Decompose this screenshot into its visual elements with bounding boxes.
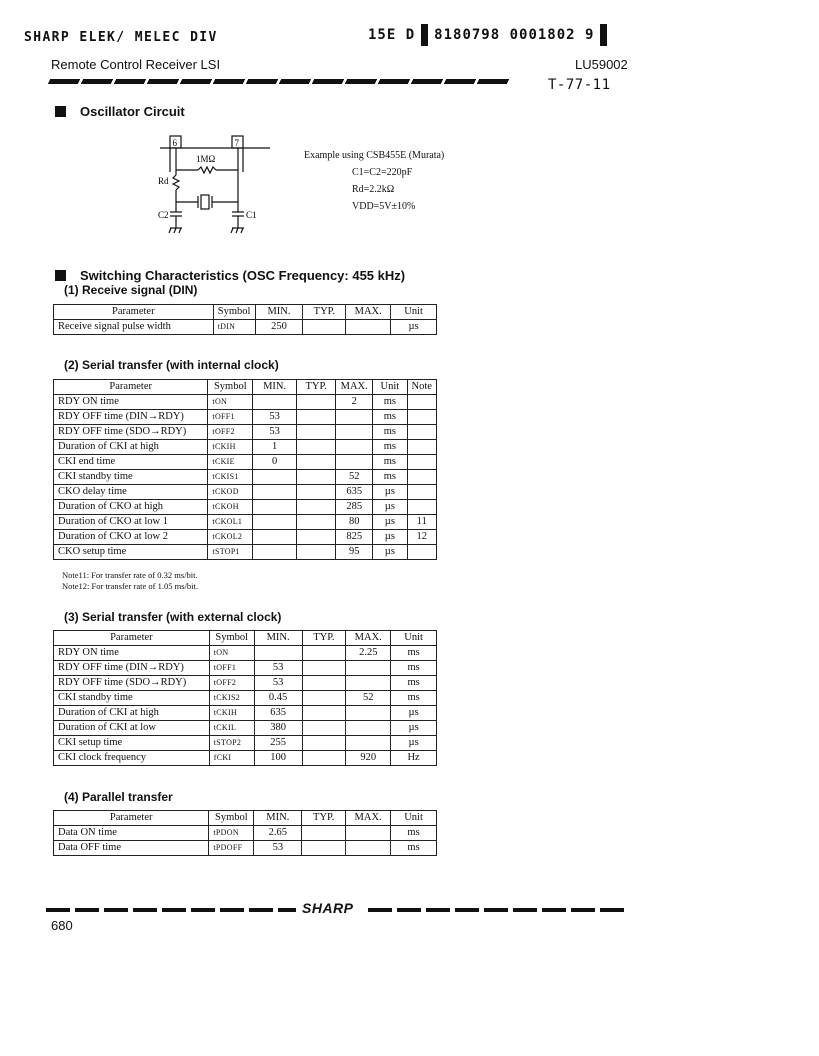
c1-label: C1: [246, 210, 257, 220]
column-header: MIN.: [253, 380, 297, 395]
symbol-cell: tPDOFF: [209, 841, 254, 856]
column-header: Symbol: [213, 305, 255, 320]
value-cell: µs: [373, 530, 407, 545]
column-header: Symbol: [209, 811, 254, 826]
value-cell: [297, 395, 336, 410]
value-cell: [297, 470, 336, 485]
value-cell: µs: [373, 515, 407, 530]
value-cell: 635: [336, 485, 373, 500]
part-number: LU59002: [575, 57, 628, 72]
value-cell: [302, 646, 346, 661]
table-serial-internal: [53, 379, 437, 560]
table-receive-signal: [53, 304, 437, 335]
value-cell: [346, 736, 391, 751]
parameter-cell: CKO setup time: [54, 545, 208, 560]
value-cell: [346, 721, 391, 736]
column-header: Unit: [391, 811, 437, 826]
table-row: [54, 455, 437, 470]
value-cell: 11: [407, 515, 436, 530]
table-header-row: [54, 380, 437, 395]
note-11: Note11: For transfer rate of 0.32 ms/bit.: [62, 570, 198, 580]
symbol-cell: tCKIE: [208, 455, 253, 470]
parameter-cell: RDY OFF time (DIN→RDY): [54, 410, 208, 425]
parameter-cell: Receive signal pulse width: [54, 320, 214, 335]
value-cell: [302, 736, 346, 751]
value-cell: [297, 500, 336, 515]
table-row: [54, 751, 437, 766]
table4-subtitle: (4) Parallel transfer: [64, 790, 173, 804]
value-cell: ms: [391, 646, 437, 661]
header-code-left: 15E D: [368, 27, 416, 43]
symbol-cell: tCKIH: [208, 440, 253, 455]
value-cell: 53: [253, 410, 297, 425]
value-cell: [297, 455, 336, 470]
column-header: Unit: [373, 380, 407, 395]
column-header: TYP.: [302, 631, 346, 646]
table-row: [54, 721, 437, 736]
column-header: MIN.: [255, 305, 303, 320]
table-row: [54, 515, 437, 530]
symbol-cell: tCKIH: [209, 706, 254, 721]
value-cell: [407, 395, 436, 410]
symbol-cell: tOFF1: [209, 661, 254, 676]
parameter-cell: Data OFF time: [54, 841, 209, 856]
table-header-row: [54, 811, 437, 826]
value-cell: 825: [336, 530, 373, 545]
value-cell: [407, 425, 436, 440]
value-cell: 95: [336, 545, 373, 560]
symbol-cell: tCKIS1: [208, 470, 253, 485]
value-cell: ms: [373, 470, 407, 485]
parameter-cell: RDY ON time: [54, 646, 210, 661]
oscillator-heading-text: Oscillator Circuit: [80, 104, 185, 119]
value-cell: [253, 470, 297, 485]
value-cell: ms: [391, 691, 437, 706]
value-cell: 0: [253, 455, 297, 470]
value-cell: [302, 826, 346, 841]
symbol-cell: tSTOP1: [208, 545, 253, 560]
value-cell: 255: [254, 736, 302, 751]
value-cell: ms: [373, 410, 407, 425]
table-row: [54, 410, 437, 425]
pin-6-label: 6: [172, 138, 177, 148]
parameter-cell: RDY OFF time (SDO→RDY): [54, 676, 210, 691]
value-cell: [253, 395, 297, 410]
value-cell: 53: [254, 661, 302, 676]
note-12: Note12: For transfer rate of 1.05 ms/bit.: [62, 581, 198, 591]
t-code: T-77-11: [548, 77, 611, 93]
value-cell: µs: [391, 320, 437, 335]
column-header: MIN.: [254, 631, 302, 646]
value-cell: 250: [255, 320, 303, 335]
value-cell: Hz: [391, 751, 437, 766]
header-code: [368, 24, 613, 46]
value-cell: [253, 500, 297, 515]
value-cell: 920: [346, 751, 391, 766]
value-cell: [346, 676, 391, 691]
value-cell: ms: [391, 841, 437, 856]
parameter-cell: RDY OFF time (DIN→RDY): [54, 661, 210, 676]
parameter-cell: Duration of CKO at low 2: [54, 530, 208, 545]
table-row: [54, 545, 437, 560]
column-header: TYP.: [302, 811, 346, 826]
resistor-1m-label: 1MΩ: [196, 154, 216, 164]
column-header: Note: [407, 380, 436, 395]
column-header: Unit: [391, 631, 437, 646]
value-cell: [303, 320, 346, 335]
column-header: Symbol: [208, 380, 253, 395]
parameter-cell: CKI standby time: [54, 470, 208, 485]
value-cell: 2: [336, 395, 373, 410]
rd-label: Rd: [158, 176, 169, 186]
value-cell: [302, 721, 346, 736]
oscillator-example: [304, 147, 444, 215]
table-row: [54, 395, 437, 410]
switching-heading-text: Switching Characteristics (OSC Frequency: 455 kHz): [80, 268, 406, 283]
header-divider: [48, 79, 510, 84]
column-header: TYP.: [297, 380, 336, 395]
symbol-cell: tCKOH: [208, 500, 253, 515]
switching-heading: [55, 268, 405, 283]
value-cell: [297, 440, 336, 455]
column-header: MAX.: [346, 305, 391, 320]
value-cell: [346, 661, 391, 676]
value-cell: [302, 676, 346, 691]
pin-7-label: 7: [234, 138, 239, 148]
symbol-cell: fCKI: [209, 751, 254, 766]
parameter-cell: CKI standby time: [54, 691, 210, 706]
value-cell: ms: [391, 661, 437, 676]
table-parallel-transfer: [53, 810, 437, 856]
column-header: Parameter: [54, 305, 214, 320]
value-cell: [407, 500, 436, 515]
bullet-square-icon: [55, 270, 66, 281]
value-cell: µs: [373, 500, 407, 515]
parameter-cell: RDY OFF time (SDO→RDY): [54, 425, 208, 440]
value-cell: 52: [336, 470, 373, 485]
symbol-cell: tCKIL: [209, 721, 254, 736]
bullet-square-icon: [55, 106, 66, 117]
value-cell: [302, 691, 346, 706]
value-cell: 0.45: [254, 691, 302, 706]
symbol-cell: tOFF2: [209, 676, 254, 691]
value-cell: 80: [336, 515, 373, 530]
example-line: VDD=5V±10%: [352, 201, 416, 212]
value-cell: ms: [391, 826, 437, 841]
parameter-cell: Duration of CKI at low: [54, 721, 210, 736]
value-cell: [253, 485, 297, 500]
table-row: [54, 826, 437, 841]
table-row: [54, 470, 437, 485]
table2-subtitle: (2) Serial transfer (with internal clock): [64, 358, 279, 372]
column-header: Parameter: [54, 811, 209, 826]
value-cell: 285: [336, 500, 373, 515]
value-cell: [346, 826, 391, 841]
value-cell: 12: [407, 530, 436, 545]
value-cell: 100: [254, 751, 302, 766]
value-cell: ms: [373, 425, 407, 440]
value-cell: [297, 410, 336, 425]
symbol-cell: tON: [209, 646, 254, 661]
value-cell: ms: [373, 440, 407, 455]
example-line: Rd=2.2kΩ: [352, 184, 395, 195]
table-header-row: [54, 631, 437, 646]
table-row: [54, 706, 437, 721]
table-row: [54, 841, 437, 856]
column-header: Parameter: [54, 631, 210, 646]
table1-subtitle: (1) Receive signal (DIN): [64, 283, 198, 297]
table-row: [54, 425, 437, 440]
parameter-cell: Duration of CKO at high: [54, 500, 208, 515]
symbol-cell: tCKOL1: [208, 515, 253, 530]
parameter-cell: RDY ON time: [54, 395, 208, 410]
value-cell: 635: [254, 706, 302, 721]
value-cell: [346, 320, 391, 335]
value-cell: 380: [254, 721, 302, 736]
value-cell: [302, 706, 346, 721]
symbol-cell: tCKOD: [208, 485, 253, 500]
value-cell: [336, 425, 373, 440]
value-cell: [297, 425, 336, 440]
oscillator-heading: [55, 104, 185, 119]
table-row: [54, 661, 437, 676]
parameter-cell: Data ON time: [54, 826, 209, 841]
value-cell: µs: [391, 736, 437, 751]
table-row: [54, 676, 437, 691]
symbol-cell: tCKIS2: [209, 691, 254, 706]
symbol-cell: tCKOL2: [208, 530, 253, 545]
value-cell: 53: [254, 841, 302, 856]
table-row: [54, 485, 437, 500]
table2-notes: [62, 570, 198, 592]
table3-subtitle: (3) Serial transfer (with external clock): [64, 610, 282, 624]
value-cell: [346, 841, 391, 856]
c2-label: C2: [158, 210, 169, 220]
value-cell: [407, 410, 436, 425]
value-cell: [336, 410, 373, 425]
column-header: Parameter: [54, 380, 208, 395]
symbol-cell: tPDON: [209, 826, 254, 841]
value-cell: [336, 455, 373, 470]
parameter-cell: Duration of CKO at low 1: [54, 515, 208, 530]
page-title: Remote Control Receiver LSI: [51, 57, 221, 72]
barcode-block-icon: [600, 24, 607, 46]
example-line: Example using CSB455E (Murata): [304, 150, 445, 161]
value-cell: 2.25: [346, 646, 391, 661]
value-cell: 2.65: [254, 826, 302, 841]
value-cell: 53: [253, 425, 297, 440]
parameter-cell: CKI end time: [54, 455, 208, 470]
parameter-cell: CKI clock frequency: [54, 751, 210, 766]
example-line: C1=C2=220pF: [352, 167, 413, 178]
table-row: [54, 320, 437, 335]
table-serial-external: [53, 630, 437, 766]
table-row: [54, 440, 437, 455]
value-cell: [254, 646, 302, 661]
value-cell: [297, 485, 336, 500]
value-cell: µs: [391, 721, 437, 736]
value-cell: [253, 515, 297, 530]
table-row: [54, 736, 437, 751]
parameter-cell: Duration of CKI at high: [54, 440, 208, 455]
value-cell: [407, 440, 436, 455]
column-header: MAX.: [346, 811, 391, 826]
value-cell: [302, 661, 346, 676]
column-header: MIN.: [254, 811, 302, 826]
value-cell: 52: [346, 691, 391, 706]
value-cell: [253, 530, 297, 545]
symbol-cell: tOFF2: [208, 425, 253, 440]
value-cell: [297, 515, 336, 530]
value-cell: [407, 545, 436, 560]
header-left: SHARP ELEK/ MELEC DIV: [24, 30, 218, 45]
column-header: MAX.: [336, 380, 373, 395]
value-cell: [407, 485, 436, 500]
header-code-right: 8180798 0001802 9: [434, 27, 595, 43]
symbol-cell: tDIN: [213, 320, 255, 335]
page-number: 680: [51, 918, 73, 933]
value-cell: µs: [373, 485, 407, 500]
value-cell: [253, 545, 297, 560]
parameter-cell: CKI setup time: [54, 736, 210, 751]
symbol-cell: tOFF1: [208, 410, 253, 425]
value-cell: 1: [253, 440, 297, 455]
value-cell: µs: [373, 545, 407, 560]
column-header: TYP.: [303, 305, 346, 320]
sharp-logo: SHARP: [298, 900, 358, 916]
value-cell: [346, 706, 391, 721]
value-cell: 53: [254, 676, 302, 691]
table-row: [54, 691, 437, 706]
value-cell: [336, 440, 373, 455]
column-header: Unit: [391, 305, 437, 320]
barcode-block-icon: [421, 24, 428, 46]
parameter-cell: CKO delay time: [54, 485, 208, 500]
table-header-row: [54, 305, 437, 320]
value-cell: ms: [373, 455, 407, 470]
value-cell: µs: [391, 706, 437, 721]
value-cell: [297, 545, 336, 560]
table-row: [54, 530, 437, 545]
value-cell: ms: [373, 395, 407, 410]
value-cell: [302, 841, 346, 856]
value-cell: [302, 751, 346, 766]
value-cell: [407, 470, 436, 485]
oscillator-circuit-diagram: [150, 130, 280, 242]
parameter-cell: Duration of CKI at high: [54, 706, 210, 721]
table-row: [54, 646, 437, 661]
value-cell: [407, 455, 436, 470]
table-row: [54, 500, 437, 515]
value-cell: ms: [391, 676, 437, 691]
column-header: Symbol: [209, 631, 254, 646]
column-header: MAX.: [346, 631, 391, 646]
symbol-cell: tON: [208, 395, 253, 410]
value-cell: [297, 530, 336, 545]
symbol-cell: tSTOP2: [209, 736, 254, 751]
